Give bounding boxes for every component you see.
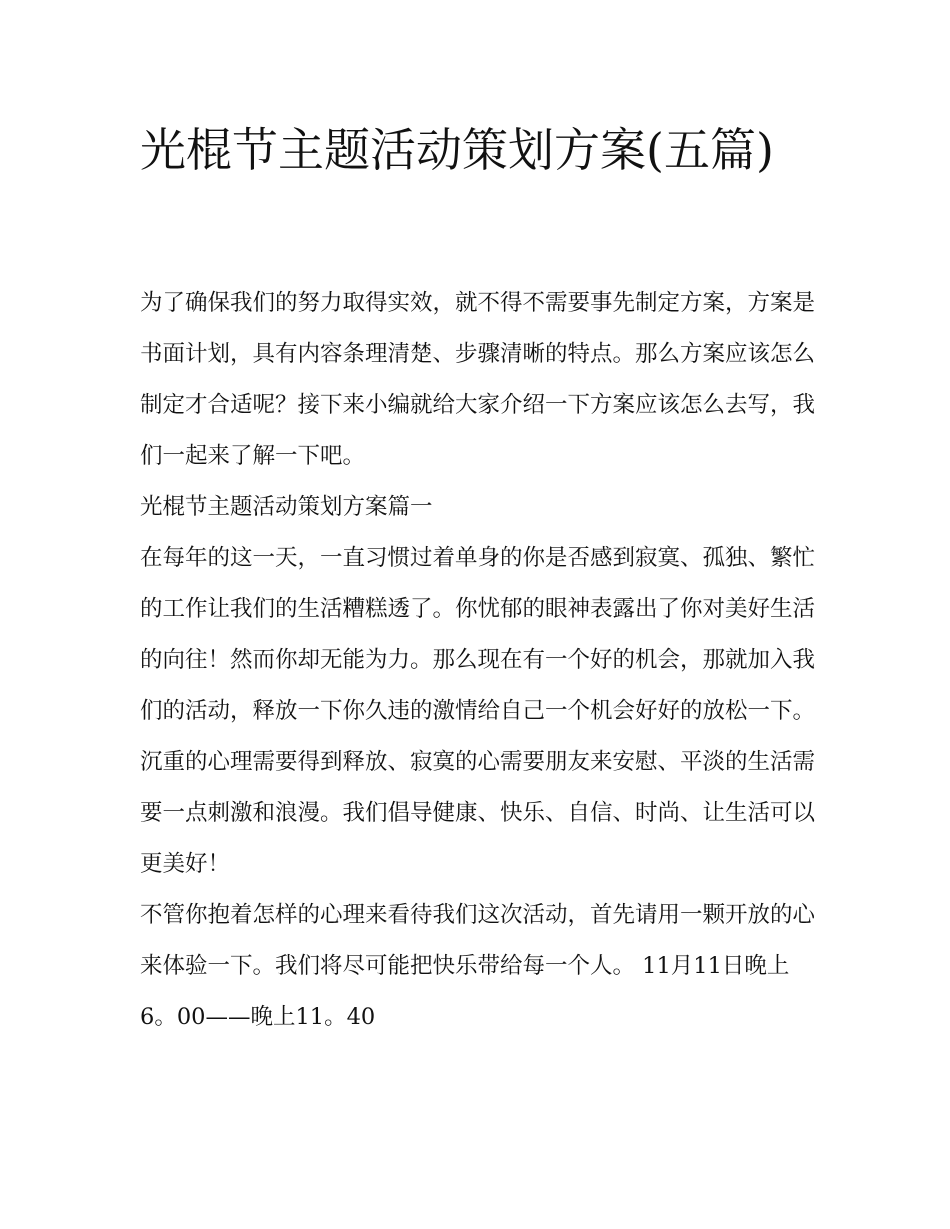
section-heading: 光棍节主题活动策划方案篇一	[140, 494, 433, 520]
body-paragraph: 不管你抱着怎样的心理来看待我们这次活动，首先请用一颗开放的心来体验一下。我们将尽可能把快乐带给每一个人。 11月11日晚上6。00——晚上11。40	[140, 902, 816, 1030]
document-body	[140, 278, 820, 1043]
body-paragraph: 在每年的这一天，一直习惯过着单身的你是否感到寂寞、孤独、繁忙的工作让我们的生活糟糕透了。你忧郁的眼神表露出了你对美好生活的向往！然而你却无能为力。那么现在有一个好的机会，那就加入我们的活动，释放一下你久违的激情给自己一个机会好好的放松一下。	[140, 545, 816, 724]
intro-paragraph: 为了确保我们的努力取得实效，就不得不需要事先制定方案，方案是书面计划，具有内容条理清楚、步骤清晰的特点。那么方案应该怎么制定才合适呢？接下来小编就给大家介绍一下方案应该怎么去写，我们一起来了解一下吧。	[140, 290, 816, 469]
document-title: 光棍节主题活动策划方案(五篇)	[140, 123, 774, 177]
body-paragraph: 沉重的心理需要得到释放、寂寞的心需要朋友来安慰、平淡的生活需要一点刺激和浪漫。我们倡导健康、快乐、自信、时尚、让生活可以更美好！	[140, 749, 816, 877]
